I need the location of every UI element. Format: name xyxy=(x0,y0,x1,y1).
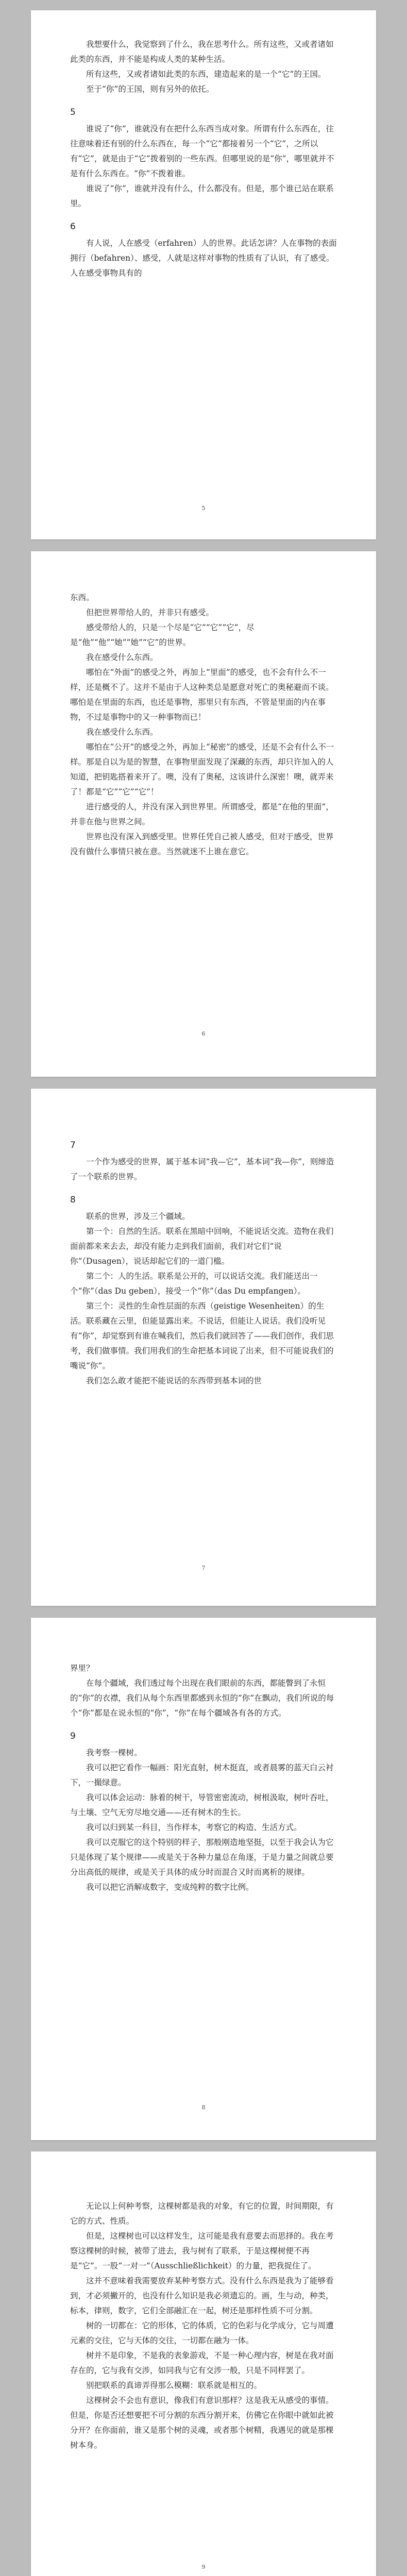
paragraph: 这并不意味着我需要放弃某种考察方式。没有什么东西是我为了能够看到，才必须撇开的，也没有什么知识是我必须遗忘的。画，生与动，种类，标本，律则，数字，它们全部融汇在一起，树还是那样性质不可分割。 xyxy=(70,2276,334,2315)
page-number: 7 xyxy=(201,1565,206,1571)
paragraph: 谁说了“你”，谁就没有在把什么东西当成对象。所谓有什么东西在，往往意味着还有别的什么东西在，每一个“它”都接着另一个“它”，之所以有“它”，就是由于“它”拨着别的一些东西。但哪里说的是“你”，哪里就并不是有什么东西在。“你”不拨着谁。 xyxy=(70,124,334,178)
paragraph: 第一个：自然的生活。联系在黑暗中回响，不能说话交流。造物在我们面前都来来去去，却没有能力走到我们面前，我们对它们“说你”（Dusagen），说话却起它们的一道门槛。 xyxy=(70,1227,334,1266)
paragraph: 无论以上何种考察，这棵树都是我的对象，有它的位置，时间期限，有它的方式、性质。 xyxy=(70,2201,334,2226)
page-body xyxy=(70,2151,337,2453)
paragraph: 谁说了“你”，谁就并没有什么，什么都没有。但是，那个谁已站在联系里。 xyxy=(70,184,334,208)
paragraph: 我可以把它看作一幅画：阳光直射，树木挺直，或者晨雾的蓝天白云衬下，一撮绿意。 xyxy=(70,1763,334,1787)
paragraph: 树的一切都在：它的形体，它的体质，它的色彩与化学成分，它与周遭元素的交往，它与天体的交往，一切都在融为一体。 xyxy=(70,2321,334,2345)
page-number: 8 xyxy=(201,2104,206,2111)
paragraph: 我可以体会运动：脉着的树干，导管密密流动，树根汲取，树叶吞吐，与土壤、空气无穷尽地交通——还有树木的生长。 xyxy=(70,1793,334,1817)
page-number: 5 xyxy=(201,505,206,512)
page-body xyxy=(70,10,337,281)
paragraph: 我们怎么敢才能把不能说话的东西带到基本词的世 xyxy=(86,1376,262,1385)
paragraph: 这棵树会不会也有意识，像我们有意识那样？这是我无从感受的事情。但是，你是否还想要把不可分割的东西分割开来，仿佛它在你眼中就如此被分开？在你面前，谁又是那个树的灵魂，或者那个树精，我遇见的就是那棵树本身。 xyxy=(70,2396,334,2450)
paragraph: 我可以克服它的这个特别的样子，那般刚造地坚挺，以至于我会认为它只是体现了某个规律——或是关于各种力量总在角逐，于是力量之间就总要分出高低的规律，或是关于具体的成分时而混合又时而离析的规律。 xyxy=(70,1838,334,1877)
paragraph: 至于“你”的王国，则有另外的依托。 xyxy=(86,84,214,94)
paragraph: 世界也没有深入到感受里。世界任凭自己被人感受，但对于感受，世界没有做什么事情只被在意。当然就迷不上谁在意它。 xyxy=(70,832,334,856)
paragraph: 第二个：人的生活。联系是公开的，可以说话交流。我们能送出一个“你”（das Du geben），接受一个“你”（das Du empfangen）。 xyxy=(70,1272,318,1296)
section-number: 9 xyxy=(70,1731,76,1741)
paragraph: 进行感受的人，并没有深入到世界里。所谓感受，都是“在他的里面”，并非在他与世界之间。 xyxy=(70,802,334,826)
section-number: 6 xyxy=(70,222,76,232)
paragraph: 一个作为感受的世界，属于基本词“我—它”，基本词“我—你”，则缔造了一个联系的世界。 xyxy=(70,1157,334,1181)
section-number: 7 xyxy=(70,1140,76,1150)
paragraph: 我想要什么，我觉察到了什么，我在思考什么。所有这些，又或者诸如此类的东西，并不能是构成人类的某种生活。 xyxy=(70,40,334,64)
paragraph-continued: 界里？ xyxy=(70,1664,94,1673)
section-number: 5 xyxy=(70,107,76,117)
book-page-5 xyxy=(31,2151,376,2576)
paragraph: 我可以把它消解成数字，变成纯粹的数字比例。 xyxy=(86,1883,254,1892)
page-body xyxy=(70,1618,337,1895)
paragraph: 我在感受什么东西。 xyxy=(86,727,158,737)
paragraph: 别把联系的真谛弄得那么模糊：联系就是相互的。 xyxy=(86,2381,262,2390)
book-page-4 xyxy=(31,1618,376,2140)
paragraph: 在每个疆域，我们透过每个出现在我们眼前的东西，都能瞥到了永恒的“你”的衣襟，我们从每个东西里都感到永恒的“你”在飘动，我们所说的每个“你”都是在说永恒的“你”，“你”在每个疆域各有各的方式。 xyxy=(70,1679,334,1718)
book-page-3 xyxy=(31,1089,376,1606)
paragraph: 但把世界带给人的，并非只有感受。 xyxy=(86,608,214,617)
paragraph: 联系的世界，涉及三个疆域。 xyxy=(86,1212,190,1221)
paragraph: 我考察一棵树。 xyxy=(86,1748,142,1757)
book-page-1 xyxy=(31,10,376,539)
book-page-2 xyxy=(31,551,376,1077)
paragraph: 我可以归到某一科目，当作样本，考察它的构造、生活方式。 xyxy=(86,1823,302,1832)
paragraph: 感受带给人的，只是一个尽是“它”“它”“它”，尽是“他”“他”“她”“她”“它”的世界。 xyxy=(70,623,255,647)
paragraph: 但是，这棵树也可以这样发生，这可能是我有意要去而思择的。我在考察这棵树的时候，被带了进去，我与树有了联系，于是这棵树便不再是“它”。一股“一对一”（Ausschließlichkeit）的力量，把我捉住了。 xyxy=(70,2231,334,2270)
paragraph: 哪怕在“公开”的感受之外，再加上“秘密”的感受，还是不会有什么不一样。那是自以为是的智慧，在事物里面发现了深藏的东西，却只许加入的人知道，把钥匙搭着来开了。噢，没有了奥秘，这该讲什么深密！噢，就弄来了！都是“它”“它”“它”！ xyxy=(70,742,334,796)
paragraph: 哪怕在“外面”的感受之外，再加上“里面”的感受，也不会有什么不一样，还是概不了。这并不是由于人这种类总是愿意对死亡的奥秘避而不谈。哪怕是在里面的东西，也还是事物，那里只有东西，不管是里面的内在事物，不过是事物中的又一种事物而已！ xyxy=(70,668,334,722)
paragraph-continued: 东西。 xyxy=(70,593,94,602)
paragraph: 树并不是印象，不是我的表象游戏，不是一种心理内容，树是在我对面存在的，它与我有交涉，如同我与它有交涉一般，只是不同样罢了。 xyxy=(70,2351,334,2375)
page-number: 9 xyxy=(201,2564,206,2570)
paragraph: 有人说，人在感受（erfahren）人的世界。此话怎讲？人在事物的表面拥行（befahren）、感受，人就是这样对事物的性质有了认识，有了感受。人在感受事物具有的 xyxy=(70,239,337,278)
page-number: 6 xyxy=(201,1030,206,1037)
paragraph: 所有这些，又或者诸如此类的东西，建造起来的是一个“它”的王国。 xyxy=(86,70,326,79)
page-body xyxy=(70,1089,337,1388)
section-number: 8 xyxy=(70,1195,76,1205)
paragraph: 第三个：灵性的生命性层面的东西（geistige Wesenheiten）的生活。联系藏在云里，但能显露出来。不说话，但能让人说话。我们没听见有“你”，却觉察到有谁在喊我们，然后我们就回答了——我们创作，我们思考，我们做事情。我们用我们的生命把基本词说了出来，但不可能说我们的嘴说“你”。 xyxy=(70,1301,334,1370)
page-body xyxy=(70,551,337,859)
paragraph: 我在感受什么东西。 xyxy=(86,653,158,662)
